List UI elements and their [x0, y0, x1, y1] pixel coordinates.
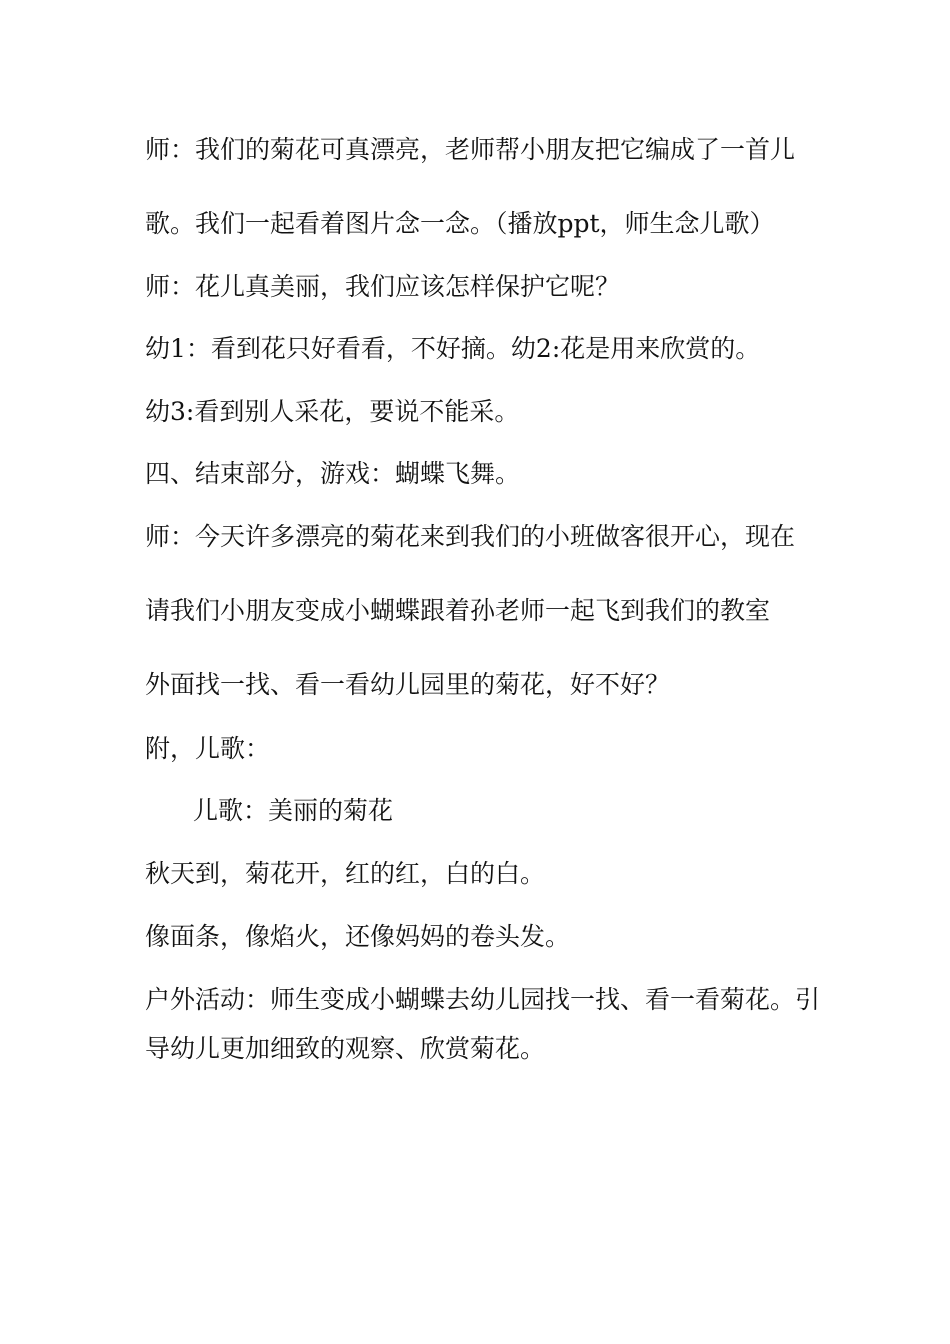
poem-line-1: 秋天到，菊花开，红的红，白的白。	[145, 859, 546, 888]
text-line-7: 师：今天许多漂亮的菊花来到我们的小班做客很开心，现在	[145, 522, 796, 551]
text-line-4: 幼1：看到花只好看看，不好摘。幼2:花是用来欣赏的。	[145, 334, 761, 363]
poem-line-2: 像面条，像焰火，还像妈妈的卷头发。	[145, 922, 571, 951]
poem-title: 儿歌：美丽的菊花	[193, 796, 394, 825]
text-line-8: 请我们小朋友变成小蝴蝶跟着孙老师一起飞到我们的教室	[145, 596, 771, 625]
text-line-3: 师：花儿真美丽，我们应该怎样保护它呢？	[145, 272, 621, 301]
text-line-14: 户外活动：师生变成小蝴蝶去幼儿园找一找、看一看菊花。引	[145, 985, 821, 1014]
text-line-10: 附，儿歌：	[145, 734, 271, 763]
text-line-2: 歌。我们一起看着图片念一念。（播放ppt，师生念儿歌）	[145, 209, 775, 238]
text-line-15: 导幼儿更加细致的观察、欣赏菊花。	[145, 1034, 546, 1063]
text-line-9: 外面找一找、看一看幼儿园里的菊花，好不好？	[145, 670, 671, 699]
text-line-6: 四、结束部分，游戏：蝴蝶飞舞。	[145, 459, 521, 488]
text-line-5: 幼3:看到别人采花，要说不能采。	[145, 397, 520, 426]
text-line-1: 师：我们的菊花可真漂亮，老师帮小朋友把它编成了一首儿	[145, 135, 796, 164]
